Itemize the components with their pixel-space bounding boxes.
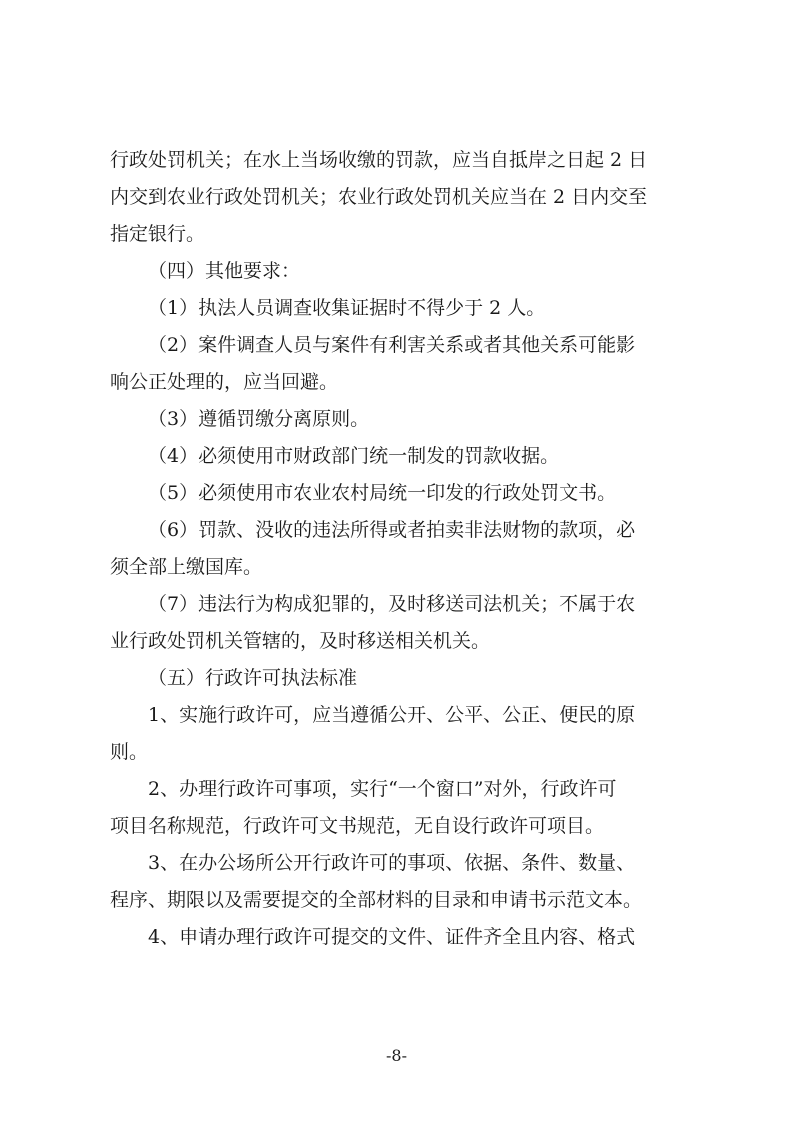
text-line: （3）遵循罚缴分离原则。	[148, 408, 370, 430]
text-line: 2、办理行政许可事项，实行“一个窗口”对外，行政许可	[148, 778, 617, 800]
text-line: 则。	[110, 741, 149, 763]
text-line: （6）罚款、没收的违法所得或者拍卖非法财物的款项，必	[148, 519, 636, 541]
text-line: 指定银行。	[110, 223, 206, 245]
text-line: 4、申请办理行政许可提交的文件、证件齐全且内容、格式	[148, 926, 636, 948]
text-line: （2）案件调查人员与案件有利害关系或者其他关系可能影	[148, 334, 636, 356]
text-line: （7）违法行为构成犯罪的，及时移送司法机关；不属于农	[148, 593, 636, 615]
text-line: 项目名称规范，行政许可文书规范，无自设行政许可项目。	[110, 815, 605, 837]
body-text	[110, 142, 690, 956]
text-line: （4）必须使用市财政部门统一制发的罚款收据。	[148, 445, 560, 467]
text-line: （四）其他要求：	[148, 260, 301, 282]
text-line: （1）执法人员调查收集证据时不得少于 2 人。	[148, 297, 546, 319]
text-line: 须全部上缴国库。	[110, 556, 263, 578]
text-line: 响公正处理的，应当回避。	[110, 371, 339, 393]
text-line: 3、在办公场所公开行政许可的事项、依据、条件、数量、	[148, 852, 636, 874]
text-line: 程序、期限以及需要提交的全部材料的目录和申请书示范文本。	[110, 889, 643, 911]
text-line: 行政处罚机关；在水上当场收缴的罚款，应当自抵岸之日起 2 日	[110, 149, 648, 171]
text-line: 1、实施行政许可，应当遵循公开、公平、公正、便民的原	[148, 704, 636, 726]
text-line: 内交到农业行政处罚机关；农业行政处罚机关应当在 2 日内交至	[110, 186, 648, 208]
page-number: -8-	[386, 1046, 407, 1065]
text-line: （5）必须使用市农业农村局统一印发的行政处罚文书。	[148, 482, 617, 504]
text-line: （五）行政许可执法标准	[148, 667, 358, 689]
text-line: 业行政处罚机关管辖的，及时移送相关机关。	[110, 630, 491, 652]
